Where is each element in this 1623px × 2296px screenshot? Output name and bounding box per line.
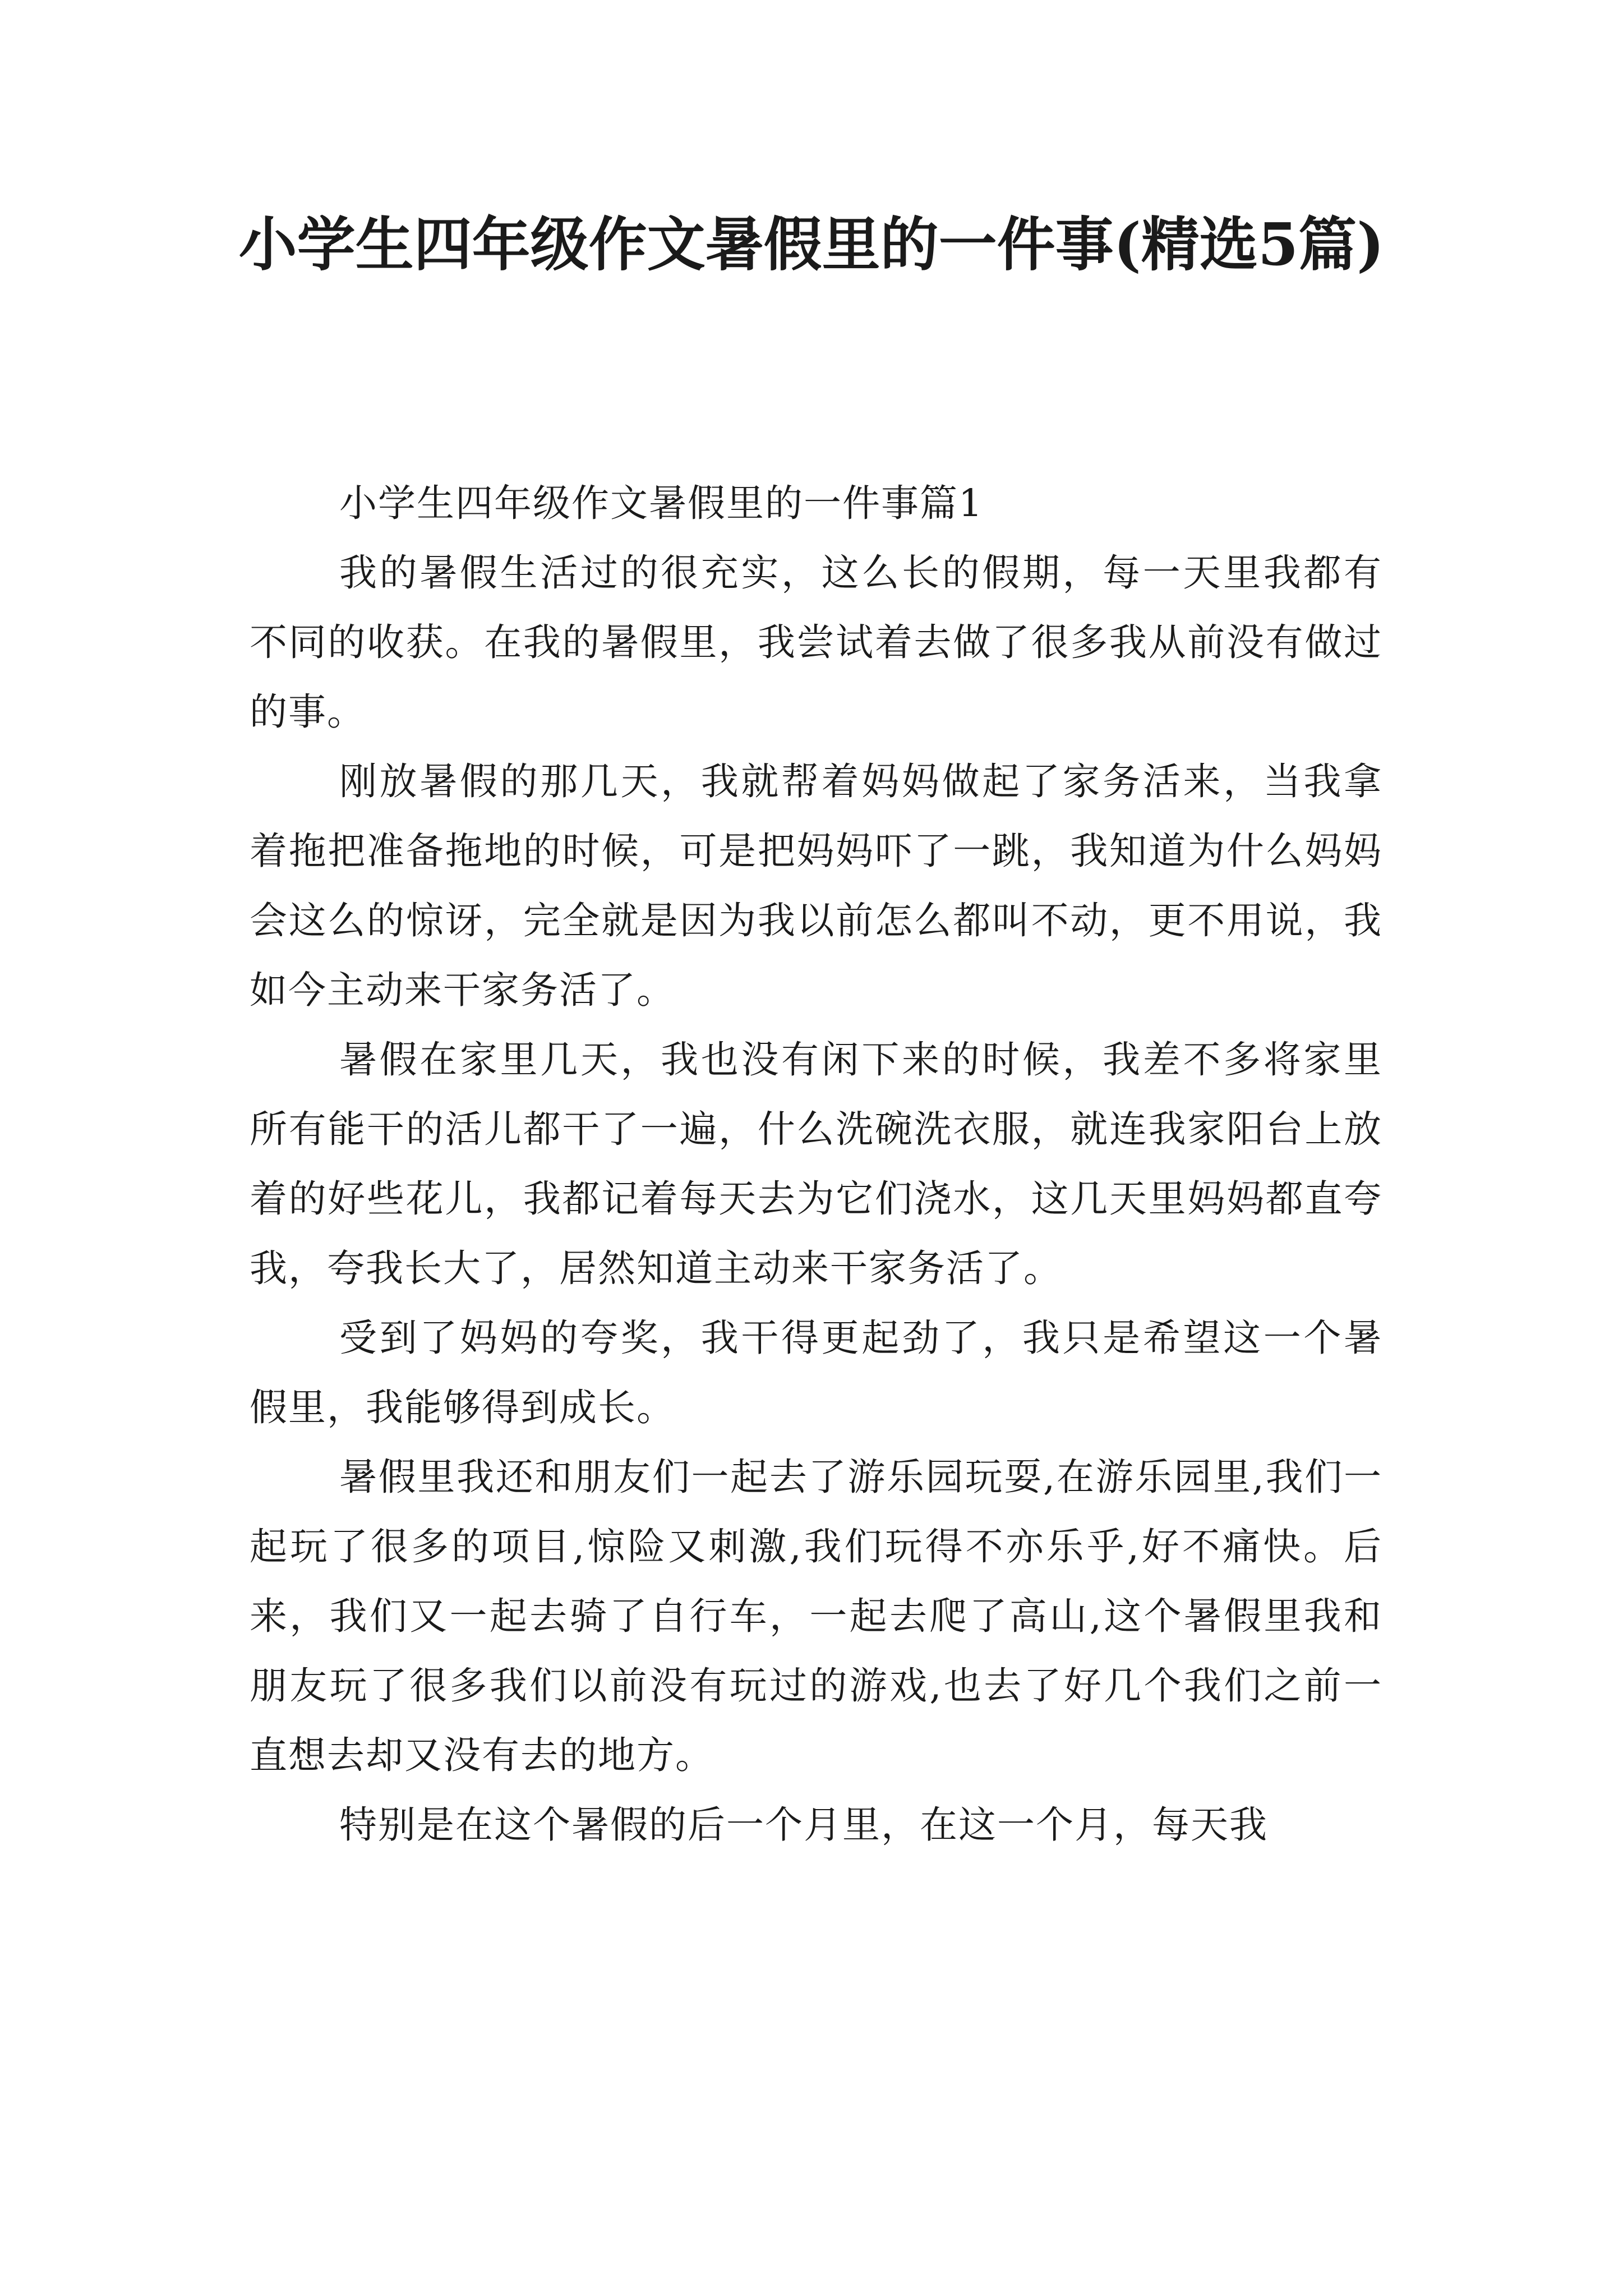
paragraph: 受到了妈妈的夸奖，我干得更起劲了，我只是希望这一个暑假里，我能够得到成长。 bbox=[250, 1316, 1382, 1429]
document-body bbox=[250, 468, 1382, 1860]
paragraph: 暑假里我还和朋友们一起去了游乐园玩耍,在游乐园里,我们一起玩了很多的项目,惊险又刺激,我们玩得不亦乐乎,好不痛快。后来，我们又一起去骑了自行车，一起去爬了高山,这个暑假里我和朋友玩了很多我们以前没有玩过的游戏,也去了好几个我们之前一直想去却又没有去的地方。 bbox=[250, 1455, 1382, 1777]
paragraph: 我的暑假生活过的很充实，这么长的假期，每一天里我都有不同的收获。在我的暑假里，我尝试着去做了很多我从前没有做过的事。 bbox=[250, 551, 1382, 734]
document-title: 小学生四年级作文暑假里的一件事(精选5篇) bbox=[238, 210, 1385, 279]
paragraph: 刚放暑假的那几天，我就帮着妈妈做起了家务活来，当我拿着拖把准备拖地的时候，可是把妈妈吓了一跳，我知道为什么妈妈会这么的惊讶，完全就是因为我以前怎么都叫不动，更不用说，我如今主动来干家务活了。 bbox=[250, 760, 1382, 1012]
section-heading: 小学生四年级作文暑假里的一件事篇1 bbox=[339, 481, 984, 525]
paragraph: 特别是在这个暑假的后一个月里，在这一个月，每天我 bbox=[339, 1803, 1268, 1847]
paragraph: 暑假在家里几天，我也没有闲下来的时候，我差不多将家里所有能干的活儿都干了一遍，什么洗碗洗衣服，就连我家阳台上放着的好些花儿，我都记着每天去为它们浇水，这几天里妈妈都直夸我，夸我长大了，居然知道主动来干家务活了。 bbox=[250, 1038, 1382, 1290]
